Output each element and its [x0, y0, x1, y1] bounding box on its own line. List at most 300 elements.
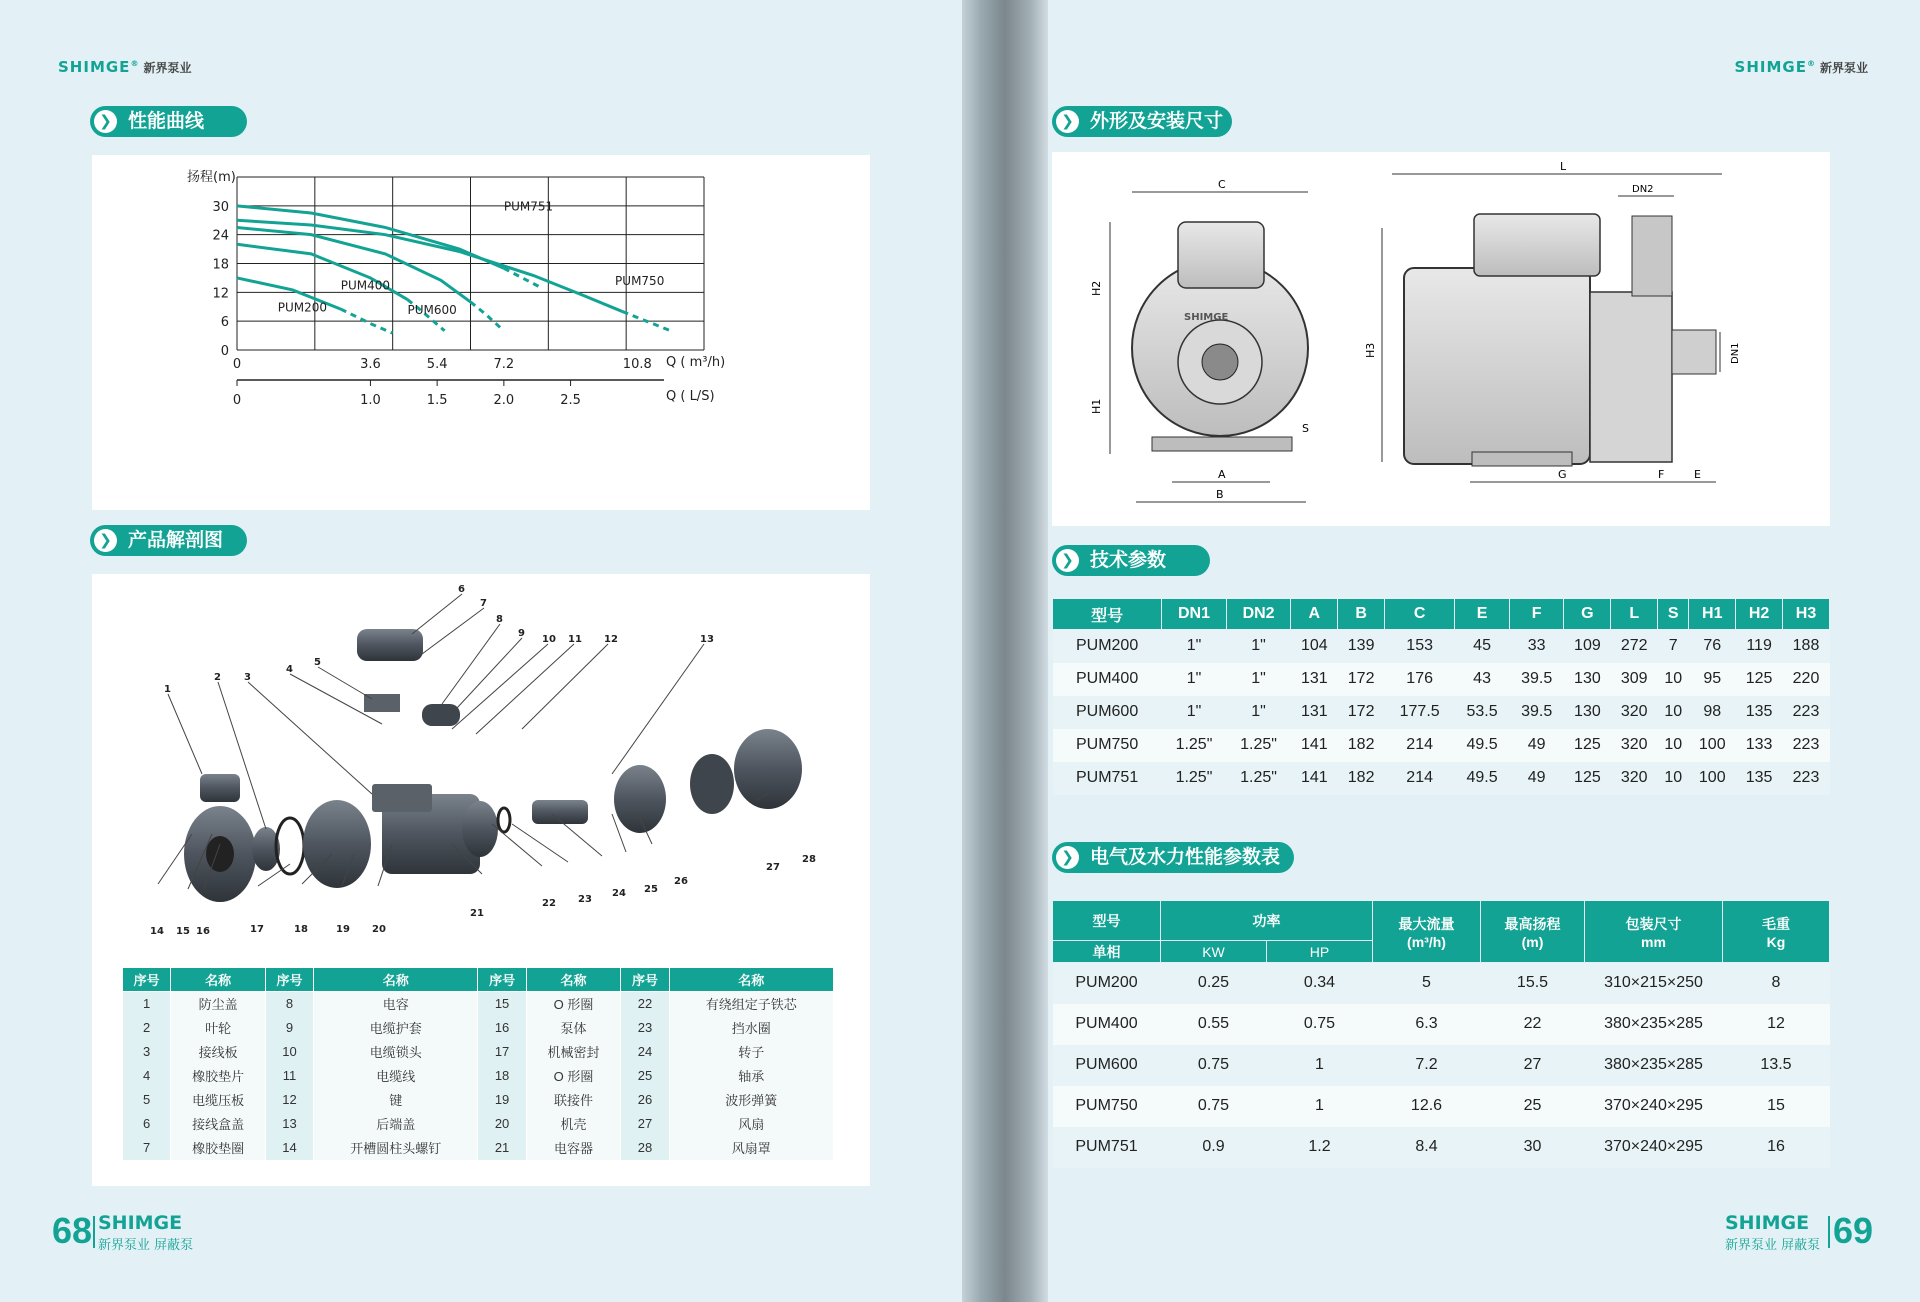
table-row	[123, 1016, 834, 1040]
page-number: 68	[52, 1210, 93, 1251]
callout-3: 3	[244, 672, 251, 683]
callout-5: 5	[314, 657, 321, 668]
table-cell: 24	[621, 1040, 669, 1064]
y-tick-label: 18	[212, 257, 229, 273]
table-cell: 182	[1338, 729, 1385, 762]
table-cell: 1"	[1226, 630, 1291, 663]
series-label-pum750: PUM750	[615, 274, 665, 289]
section-title-elec: ❯ 电气及水力性能参数表	[1052, 842, 1294, 873]
brand-logo: SHIMGE® 新界泵业	[58, 58, 192, 76]
table-cell: 叶轮	[171, 1016, 266, 1040]
callout-20: 20	[372, 924, 386, 935]
callout-1: 1	[164, 684, 171, 695]
callout-22: 22	[542, 898, 556, 909]
table-cell: 0.25	[1161, 963, 1267, 1004]
elec-params-table	[1052, 900, 1830, 1168]
table-row	[123, 1136, 834, 1160]
elec-h-flow: 最大流量 (m³/h)	[1373, 901, 1481, 963]
table-header-cell: L	[1611, 599, 1658, 630]
table-cell: 1"	[1226, 696, 1291, 729]
table-cell: 1"	[1162, 663, 1227, 696]
elec-table-header-row1	[1053, 901, 1830, 941]
table-cell: PUM400	[1053, 663, 1162, 696]
brand-logo: SHIMGE® 新界泵业	[1734, 58, 1868, 76]
table-cell: 0.9	[1161, 1127, 1267, 1168]
callout-2: 2	[214, 672, 221, 683]
table-row	[1053, 1004, 1830, 1045]
table-cell: 8	[1723, 963, 1830, 1004]
y-axis-label: 扬程(m)	[187, 170, 236, 185]
x-axis-label: Q ( m³/h)	[666, 355, 726, 370]
table-cell: 15.5	[1481, 963, 1585, 1004]
table-row	[1053, 1086, 1830, 1127]
callout-8: 8	[496, 614, 503, 625]
series-dash-pum600	[471, 302, 504, 331]
table-row	[1053, 1045, 1830, 1086]
callout-15: 15	[176, 926, 190, 937]
section-title-tech: ❯ 技术参数	[1052, 545, 1210, 576]
performance-chart	[92, 155, 870, 510]
section-title-curve: ❯ 性能曲线	[90, 106, 247, 137]
front-view	[1132, 222, 1308, 451]
table-cell: PUM751	[1053, 1127, 1161, 1168]
dim-DN1: DN1	[1730, 342, 1741, 364]
table-cell: 10	[1658, 762, 1689, 795]
table-cell: 130	[1564, 663, 1611, 696]
table-header-cell: 名称	[669, 968, 833, 992]
table-cell: 8.4	[1373, 1127, 1481, 1168]
callout-number-layer	[92, 574, 870, 954]
table-cell: 0.75	[1161, 1086, 1267, 1127]
series-label-pum400: PUM400	[340, 278, 391, 293]
table-cell: 43	[1455, 663, 1510, 696]
table-cell: 272	[1611, 630, 1658, 663]
table-cell: 12.6	[1373, 1086, 1481, 1127]
table-cell: 机壳	[526, 1112, 621, 1136]
footer-subtitle: 新界泵业 屏蔽泵	[1725, 1238, 1821, 1253]
callout-25: 25	[644, 884, 658, 895]
table-row	[123, 1088, 834, 1112]
table-cell: 8	[265, 992, 313, 1016]
callout-11: 11	[568, 634, 582, 645]
exploded-view-panel	[92, 574, 870, 1186]
table-cell: 橡胶垫片	[171, 1064, 266, 1088]
x-tick-label: 10.8	[622, 357, 652, 372]
table-cell: 风扇	[669, 1112, 833, 1136]
table-cell: 53.5	[1455, 696, 1510, 729]
callout-17: 17	[250, 924, 264, 935]
table-cell: 18	[478, 1064, 526, 1088]
table-row	[123, 1064, 834, 1088]
table-cell: PUM751	[1053, 762, 1162, 795]
table-cell: 27	[621, 1112, 669, 1136]
elec-table-wrap	[1052, 900, 1830, 1168]
right-page	[1048, 0, 1920, 1302]
table-cell: 25	[621, 1064, 669, 1088]
table-cell: 125	[1564, 762, 1611, 795]
table-cell: 100	[1689, 729, 1736, 762]
table-cell: 33	[1509, 630, 1564, 663]
elec-h-model: 型号	[1053, 901, 1161, 941]
table-row	[123, 1040, 834, 1064]
series-label-pum600: PUM600	[407, 302, 457, 317]
dim-G: G	[1558, 468, 1567, 481]
table-cell: 1.2	[1267, 1127, 1373, 1168]
table-cell: 电缆护套	[314, 1016, 478, 1040]
chevron-right-circle-icon: ❯	[1056, 549, 1079, 572]
table-cell: O 形圈	[526, 1064, 621, 1088]
table-cell: PUM750	[1053, 729, 1162, 762]
chevron-right-circle-icon: ❯	[94, 110, 117, 133]
table-cell: 310×215×250	[1585, 963, 1723, 1004]
table-cell: 23	[621, 1016, 669, 1040]
table-row	[1053, 729, 1830, 762]
series-label-pum200: PUM200	[277, 300, 328, 315]
callout-9: 9	[518, 628, 525, 639]
table-cell: 波形弹簧	[669, 1088, 833, 1112]
table-cell: 223	[1783, 696, 1830, 729]
table-cell: 39.5	[1509, 696, 1564, 729]
tech-table-body	[1053, 630, 1830, 795]
x-tick-label: 7.2	[493, 357, 515, 372]
y-tick-label: 0	[220, 344, 229, 359]
table-cell: 1	[1267, 1045, 1373, 1086]
table-cell: 17	[478, 1040, 526, 1064]
table-cell: 3	[123, 1040, 171, 1064]
table-cell: 15	[478, 992, 526, 1016]
table-row	[1053, 663, 1830, 696]
table-header-cell: DN1	[1162, 599, 1227, 630]
table-cell: 防尘盖	[171, 992, 266, 1016]
elec-h-weight: 毛重 Kg	[1723, 901, 1830, 963]
callout-27: 27	[766, 862, 780, 873]
footer-brand: SHIMGE	[1725, 1212, 1810, 1234]
table-row	[1053, 963, 1830, 1004]
table-cell: 12	[1723, 1004, 1830, 1045]
table-cell: 26	[621, 1088, 669, 1112]
table-cell: 109	[1564, 630, 1611, 663]
table-cell: 9	[265, 1016, 313, 1040]
table-cell: PUM400	[1053, 1004, 1161, 1045]
table-cell: 49.5	[1455, 729, 1510, 762]
elec-h-hp: HP	[1267, 941, 1373, 963]
table-cell: 28	[621, 1136, 669, 1160]
table-cell: 1"	[1162, 630, 1227, 663]
dim-A: A	[1218, 468, 1226, 481]
footer-brand: SHIMGE	[98, 1212, 183, 1234]
table-header-cell: 型号	[1053, 599, 1162, 630]
table-cell: PUM600	[1053, 696, 1162, 729]
table-cell: 76	[1689, 630, 1736, 663]
secondary-tick-label: 2.5	[560, 393, 581, 408]
callout-14: 14	[150, 926, 164, 937]
dimension-drawing-panel	[1052, 152, 1830, 526]
table-cell: 11	[265, 1064, 313, 1088]
table-cell: 1	[1267, 1086, 1373, 1127]
table-cell: 172	[1338, 663, 1385, 696]
table-header-cell: H1	[1689, 599, 1736, 630]
side-view	[1404, 214, 1716, 466]
table-cell: 153	[1385, 630, 1455, 663]
table-cell: 有绕组定子铁芯	[669, 992, 833, 1016]
section-title-dimensions: ❯ 外形及安装尺寸	[1052, 106, 1232, 137]
table-cell: PUM200	[1053, 630, 1162, 663]
table-cell: 320	[1611, 729, 1658, 762]
secondary-tick-label: 1.0	[360, 393, 381, 408]
table-cell: 19	[478, 1088, 526, 1112]
table-cell: 104	[1291, 630, 1338, 663]
page-number: 69	[1833, 1210, 1874, 1251]
table-cell: 16	[478, 1016, 526, 1040]
table-cell: 电容	[314, 992, 478, 1016]
parts-table	[122, 967, 834, 1160]
parts-table-header	[123, 968, 834, 992]
table-cell: 0.34	[1267, 963, 1373, 1004]
table-cell: 100	[1689, 762, 1736, 795]
y-tick-label: 6	[220, 315, 229, 331]
table-row	[1053, 696, 1830, 729]
callout-18: 18	[294, 924, 308, 935]
secondary-tick-label: 1.5	[426, 393, 448, 408]
table-cell: 电缆线	[314, 1064, 478, 1088]
table-cell: 后端盖	[314, 1112, 478, 1136]
table-cell: 131	[1291, 663, 1338, 696]
table-cell: 130	[1564, 696, 1611, 729]
elec-h-single: 单相	[1053, 941, 1161, 963]
table-cell: 机械密封	[526, 1040, 621, 1064]
elec-table-body	[1053, 963, 1830, 1168]
table-header-cell: G	[1564, 599, 1611, 630]
table-cell: 1"	[1226, 663, 1291, 696]
table-cell: 14	[265, 1136, 313, 1160]
dim-F: F	[1658, 468, 1665, 481]
table-cell: 223	[1783, 729, 1830, 762]
table-header-cell: A	[1291, 599, 1338, 630]
table-cell: 141	[1291, 762, 1338, 795]
table-row	[1053, 1127, 1830, 1168]
series-label-pum751: PUM751	[503, 199, 554, 214]
section-title-exploded: ❯ 产品解剖图	[90, 525, 247, 556]
y-tick-label: 24	[212, 228, 229, 244]
table-cell: 380×235×285	[1585, 1045, 1723, 1086]
table-cell: 135	[1736, 762, 1783, 795]
table-cell: 370×240×295	[1585, 1127, 1723, 1168]
chevron-right-circle-icon: ❯	[1056, 110, 1079, 133]
table-cell: 接线盒盖	[171, 1112, 266, 1136]
table-cell: 135	[1736, 696, 1783, 729]
table-row	[123, 992, 834, 1016]
secondary-tick-label: 0	[232, 393, 242, 408]
table-header-cell: 名称	[314, 968, 478, 992]
dim-H2: H2	[1090, 280, 1103, 296]
table-cell: 键	[314, 1088, 478, 1112]
callout-4: 4	[286, 664, 293, 675]
table-cell: 22	[621, 992, 669, 1016]
table-header-cell: H3	[1783, 599, 1830, 630]
table-cell: 370×240×295	[1585, 1086, 1723, 1127]
dim-DN2: DN2	[1632, 184, 1654, 195]
table-cell: 49.5	[1455, 762, 1510, 795]
callout-21: 21	[470, 908, 484, 919]
table-cell: 6	[123, 1112, 171, 1136]
parts-table-wrap	[122, 967, 834, 1160]
table-cell: PUM750	[1053, 1086, 1161, 1127]
book-gutter	[962, 0, 1048, 1302]
parts-table-body	[123, 992, 834, 1160]
table-header-cell: 序号	[478, 968, 526, 992]
dim-L: L	[1560, 160, 1567, 173]
table-cell: 10	[265, 1040, 313, 1064]
table-header-cell: 名称	[526, 968, 621, 992]
tech-params-table	[1052, 598, 1830, 795]
table-cell: 轴承	[669, 1064, 833, 1088]
table-cell: 1.25"	[1162, 762, 1227, 795]
table-cell: 95	[1689, 663, 1736, 696]
secondary-tick-label: 2.0	[493, 393, 515, 408]
table-cell: 49	[1509, 762, 1564, 795]
table-cell: 172	[1338, 696, 1385, 729]
dim-S: S	[1302, 422, 1309, 435]
table-cell: 12	[265, 1088, 313, 1112]
elec-h-power: 功率	[1161, 901, 1373, 941]
table-cell: 电缆锁头	[314, 1040, 478, 1064]
table-cell: 1.25"	[1226, 729, 1291, 762]
dim-H1: H1	[1090, 398, 1103, 414]
nameplate-logo: SHIMGE	[1184, 312, 1229, 323]
table-cell: 5	[123, 1088, 171, 1112]
table-header-cell: C	[1385, 599, 1455, 630]
table-header-cell: H2	[1736, 599, 1783, 630]
callout-23: 23	[578, 894, 592, 905]
callout-6: 6	[458, 584, 465, 595]
callout-28: 28	[802, 854, 816, 865]
table-cell: 45	[1455, 630, 1510, 663]
table-header-cell: B	[1338, 599, 1385, 630]
table-cell: 98	[1689, 696, 1736, 729]
table-cell: 接线板	[171, 1040, 266, 1064]
secondary-axis-label: Q ( L/S)	[666, 389, 715, 404]
elec-h-pack: 包装尺寸 mm	[1585, 901, 1723, 963]
table-cell: 141	[1291, 729, 1338, 762]
table-cell: 21	[478, 1136, 526, 1160]
callout-10: 10	[542, 634, 556, 645]
table-cell: 177.5	[1385, 696, 1455, 729]
table-row	[1053, 630, 1830, 663]
table-cell: 49	[1509, 729, 1564, 762]
table-cell: 320	[1611, 762, 1658, 795]
table-cell: 挡水圈	[669, 1016, 833, 1040]
table-cell: 电缆压板	[171, 1088, 266, 1112]
table-cell: 1	[123, 992, 171, 1016]
table-cell: 橡胶垫圈	[171, 1136, 266, 1160]
table-cell: 30	[1481, 1127, 1585, 1168]
table-header-cell: 序号	[621, 968, 669, 992]
chevron-right-circle-icon: ❯	[1056, 846, 1079, 869]
table-cell: 380×235×285	[1585, 1004, 1723, 1045]
table-cell: 1.25"	[1162, 729, 1227, 762]
table-cell: 176	[1385, 663, 1455, 696]
table-cell: 25	[1481, 1086, 1585, 1127]
table-cell: 电容器	[526, 1136, 621, 1160]
table-cell: 10	[1658, 663, 1689, 696]
table-cell: 131	[1291, 696, 1338, 729]
table-cell: 1.25"	[1226, 762, 1291, 795]
table-cell: 220	[1783, 663, 1830, 696]
callout-19: 19	[336, 924, 350, 935]
table-cell: 泵体	[526, 1016, 621, 1040]
footer-divider	[1828, 1216, 1830, 1248]
table-cell: 119	[1736, 630, 1783, 663]
callout-12: 12	[604, 634, 618, 645]
dim-B: B	[1216, 488, 1224, 501]
table-cell: 139	[1338, 630, 1385, 663]
callout-16: 16	[196, 926, 210, 937]
table-cell: PUM200	[1053, 963, 1161, 1004]
table-cell: 20	[478, 1112, 526, 1136]
x-tick-label: 3.6	[360, 357, 381, 372]
table-cell: 22	[1481, 1004, 1585, 1045]
table-cell: 6.3	[1373, 1004, 1481, 1045]
table-cell: 2	[123, 1016, 171, 1040]
table-cell: 188	[1783, 630, 1830, 663]
table-cell: 125	[1564, 729, 1611, 762]
x-tick-label: 0	[232, 357, 242, 372]
table-cell: 10	[1658, 696, 1689, 729]
dim-E: E	[1694, 468, 1701, 481]
table-cell: 27	[1481, 1045, 1585, 1086]
dimension-drawing	[1052, 152, 1830, 526]
elec-h-head: 最高扬程 (m)	[1481, 901, 1585, 963]
table-header-cell: F	[1509, 599, 1564, 630]
table-row	[1053, 762, 1830, 795]
table-cell: O 形圈	[526, 992, 621, 1016]
table-cell: 开槽圆柱头螺钉	[314, 1136, 478, 1160]
chevron-right-circle-icon: ❯	[94, 529, 117, 552]
table-cell: 7	[123, 1136, 171, 1160]
table-cell: 214	[1385, 729, 1455, 762]
x-tick-label: 5.4	[426, 357, 448, 372]
callout-24: 24	[612, 888, 626, 899]
footer-subtitle: 新界泵业 屏蔽泵	[98, 1238, 194, 1253]
table-cell: 182	[1338, 762, 1385, 795]
table-cell: 39.5	[1509, 663, 1564, 696]
y-tick-label: 12	[212, 286, 229, 302]
tech-table-header	[1053, 599, 1830, 630]
table-cell: 0.75	[1267, 1004, 1373, 1045]
table-cell: 125	[1736, 663, 1783, 696]
table-cell: 10	[1658, 729, 1689, 762]
table-cell: 7	[1658, 630, 1689, 663]
table-cell: 风扇罩	[669, 1136, 833, 1160]
table-cell: 0.55	[1161, 1004, 1267, 1045]
table-cell: 13.5	[1723, 1045, 1830, 1086]
table-cell: 309	[1611, 663, 1658, 696]
tech-table-wrap	[1052, 598, 1830, 795]
table-cell: 133	[1736, 729, 1783, 762]
callout-26: 26	[674, 876, 688, 887]
table-cell: 13	[265, 1112, 313, 1136]
table-header-cell: 序号	[265, 968, 313, 992]
table-cell: 223	[1783, 762, 1830, 795]
table-cell: 15	[1723, 1086, 1830, 1127]
table-cell: 0.75	[1161, 1045, 1267, 1086]
table-cell: 5	[1373, 963, 1481, 1004]
table-header-cell: DN2	[1226, 599, 1291, 630]
table-header-cell: S	[1658, 599, 1689, 630]
callout-13: 13	[700, 634, 714, 645]
callout-7: 7	[480, 598, 487, 609]
series-line-pum751	[237, 206, 504, 268]
